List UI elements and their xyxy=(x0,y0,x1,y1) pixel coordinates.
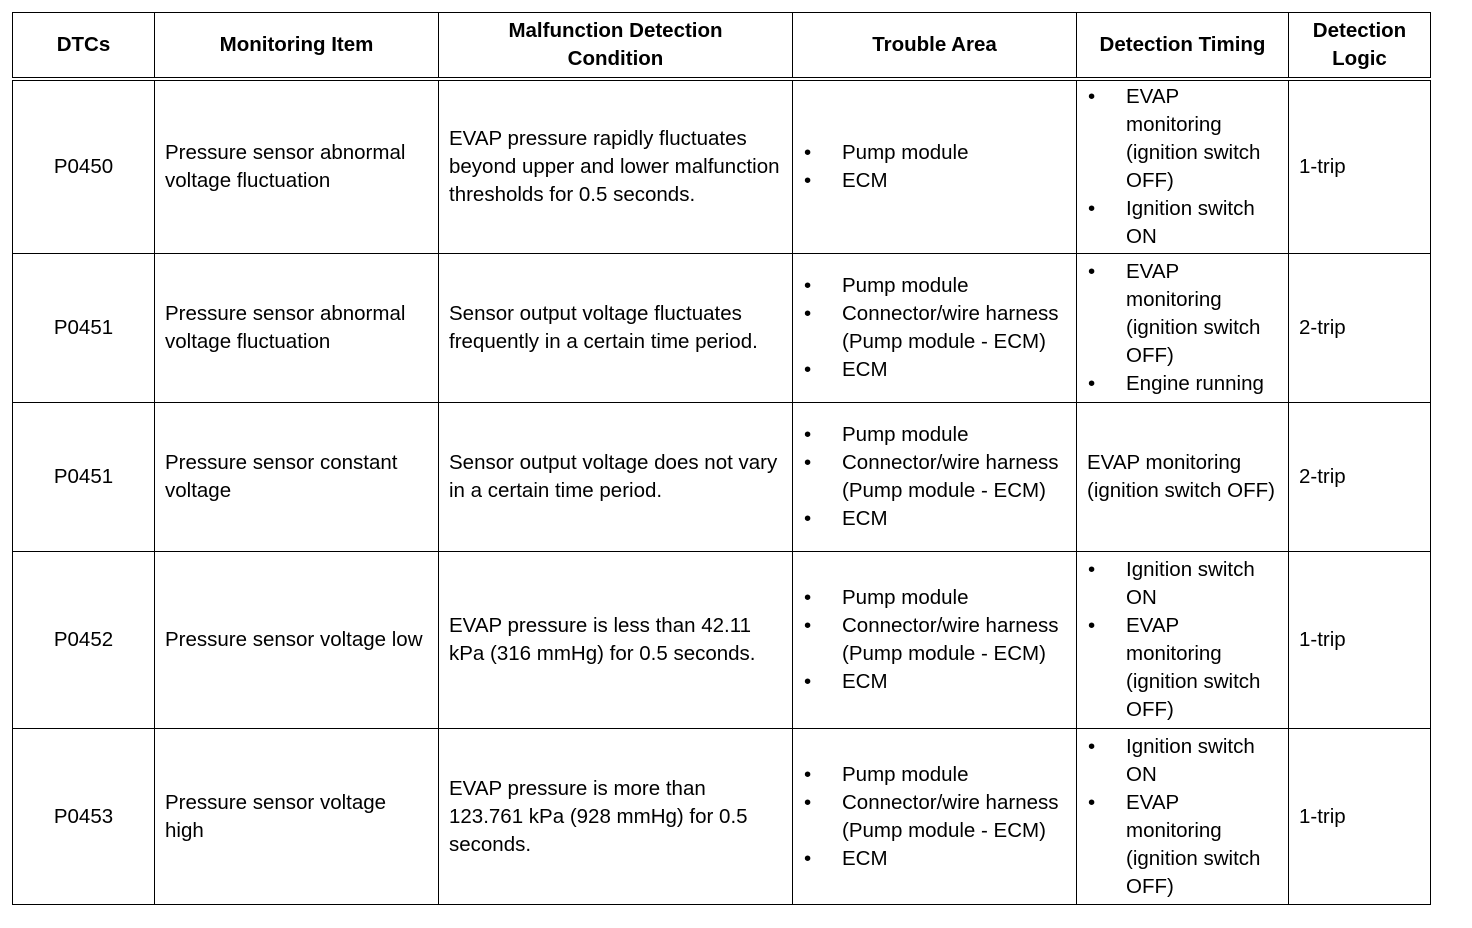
list-item: • Connector/wire harness (Pump module - ECM) xyxy=(803,449,1066,505)
detection-logic: 2-trip xyxy=(1289,254,1431,403)
trouble-area xyxy=(793,254,1077,403)
dtc-code: P0452 xyxy=(13,552,155,729)
trouble-area-list xyxy=(803,761,1066,873)
table-row xyxy=(13,79,1431,254)
detection-timing xyxy=(1077,552,1289,729)
detection-timing-list xyxy=(1087,556,1278,724)
detection-timing xyxy=(1077,729,1289,905)
list-item: • ECM xyxy=(803,668,1066,696)
malfunction-condition: Sensor output voltage does not vary in a certain time period. xyxy=(439,403,793,552)
trouble-area-list xyxy=(803,421,1066,533)
list-item: • EVAP monitoring (ignition switch OFF) xyxy=(1087,258,1278,370)
malfunction-condition: Sensor output voltage fluctuates frequently in a certain time period. xyxy=(439,254,793,403)
list-item: • Connector/wire harness (Pump module - ECM) xyxy=(803,300,1066,356)
table-row xyxy=(13,403,1431,552)
header-monitoring-item: Monitoring Item xyxy=(155,13,439,80)
dtc-code: P0451 xyxy=(13,403,155,552)
header-detection-timing: Detection Timing xyxy=(1077,13,1289,80)
list-item: • Pump module xyxy=(803,761,1066,789)
header-row xyxy=(13,13,1431,80)
list-item: • Connector/wire harness (Pump module - ECM) xyxy=(803,612,1066,668)
header-trouble-area: Trouble Area xyxy=(793,13,1077,80)
detection-timing xyxy=(1077,79,1289,254)
malfunction-condition: EVAP pressure rapidly fluctuates beyond upper and lower malfunction thresholds for 0.5 seconds. xyxy=(439,79,793,254)
list-item: • Pump module xyxy=(803,584,1066,612)
list-item: • ECM xyxy=(803,845,1066,873)
trouble-area-list xyxy=(803,584,1066,696)
monitoring-item: Pressure sensor voltage low xyxy=(155,552,439,729)
trouble-area xyxy=(793,729,1077,905)
detection-timing: EVAP monitoring (ignition switch OFF) xyxy=(1077,403,1289,552)
dtc-code: P0450 xyxy=(13,79,155,254)
header-dtcs: DTCs xyxy=(13,13,155,80)
list-item: • ECM xyxy=(803,505,1066,533)
malfunction-condition: EVAP pressure is less than 42.11 kPa (316 mmHg) for 0.5 seconds. xyxy=(439,552,793,729)
detection-logic: 1-trip xyxy=(1289,552,1431,729)
list-item: • EVAP monitoring (ignition switch OFF) xyxy=(1087,83,1278,195)
monitoring-item: Pressure sensor abnormal voltage fluctuation xyxy=(155,254,439,403)
trouble-area-list xyxy=(803,139,1066,195)
list-item: • Connector/wire harness (Pump module - ECM) xyxy=(803,789,1066,845)
dtc-code: P0451 xyxy=(13,254,155,403)
list-item: • Ignition switch ON xyxy=(1087,195,1278,251)
list-item: • Pump module xyxy=(803,272,1066,300)
detection-timing xyxy=(1077,254,1289,403)
monitoring-item: Pressure sensor abnormal voltage fluctuation xyxy=(155,79,439,254)
detection-timing-list xyxy=(1087,83,1278,251)
detection-logic: 1-trip xyxy=(1289,729,1431,905)
trouble-area xyxy=(793,403,1077,552)
list-item: • EVAP monitoring (ignition switch OFF) xyxy=(1087,612,1278,724)
detection-timing-list xyxy=(1087,733,1278,901)
list-item: • Ignition switch ON xyxy=(1087,733,1278,789)
list-item: • Pump module xyxy=(803,139,1066,167)
detection-timing-list xyxy=(1087,258,1278,398)
list-item: • Pump module xyxy=(803,421,1066,449)
trouble-area xyxy=(793,79,1077,254)
header-malfunction-detection-condition: Malfunction Detection Condition xyxy=(439,13,793,80)
trouble-area xyxy=(793,552,1077,729)
list-item: • Ignition switch ON xyxy=(1087,556,1278,612)
list-item: • EVAP monitoring (ignition switch OFF) xyxy=(1087,789,1278,901)
monitoring-item: Pressure sensor voltage high xyxy=(155,729,439,905)
monitoring-item: Pressure sensor constant voltage xyxy=(155,403,439,552)
table-row xyxy=(13,729,1431,905)
table-row xyxy=(13,552,1431,729)
detection-logic: 2-trip xyxy=(1289,403,1431,552)
list-item: • Engine running xyxy=(1087,370,1278,398)
trouble-area-list xyxy=(803,272,1066,384)
header-detection-logic: Detection Logic xyxy=(1289,13,1431,80)
list-item: • ECM xyxy=(803,167,1066,195)
dtc-table xyxy=(12,12,1431,905)
list-item: • ECM xyxy=(803,356,1066,384)
dtc-code: P0453 xyxy=(13,729,155,905)
malfunction-condition: EVAP pressure is more than 123.761 kPa (928 mmHg) for 0.5 seconds. xyxy=(439,729,793,905)
detection-logic: 1-trip xyxy=(1289,79,1431,254)
table-row xyxy=(13,254,1431,403)
